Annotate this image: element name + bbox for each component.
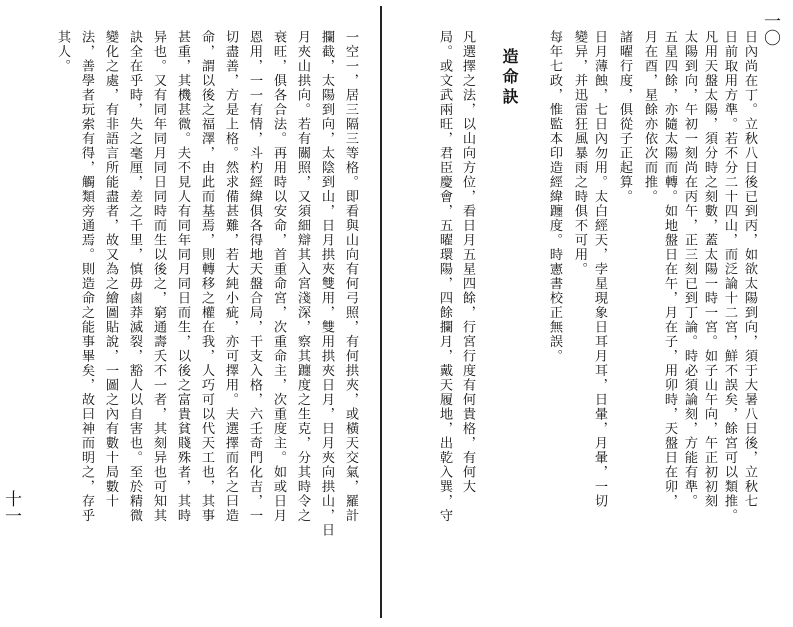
text-column: 凡選擇之法，以山向方位，看日月五星四餘，行宮行度有何貴格，有何大: [460, 30, 475, 494]
text-column: 衰旺，俱各合法。再用時以安命，首重命宮，次重命主，次重度主。如或日月: [271, 30, 286, 523]
text-column: 變异，并迅雷狂風暴雨之時俱不可用。: [572, 30, 587, 277]
right-page: [395, 0, 793, 627]
text-column: 每年七政，惟監本印造經緯躔度。時憲書校正無誤。: [547, 30, 562, 364]
text-column: 甚重，其機甚微。夫不見人有同年同月同日而生，以後之富貴貧賤殊者，其時: [175, 30, 190, 523]
page-number: 十一: [1, 490, 21, 524]
text-column: 命，謂以後之福澤，由此而基焉，則轉移之權在我，人巧可以代天工也，其事: [199, 30, 214, 523]
text-column: 訣全在乎時，失之毫厘，差之千里，慎毋鹵莽滅裂，豁人以自害也。至於精微: [127, 30, 142, 523]
text-column: 攔截，太陽到向，太陰到山，日月拱夾雙用，雙用拱夾日月，日月夾向拱山，日: [319, 30, 334, 538]
text-column: 五星四餘，亦隨太陽而轉。如地盤日在午，月在子，用卯時，天盤日在卯，: [662, 30, 677, 509]
section-heading: 造命訣: [500, 48, 519, 108]
text-column: 月夾山拱向。若有關照，又須細辯其入宮淺深，察其躔度之生克，分其時令之: [295, 30, 310, 523]
text-column: 日月薄蝕，七日內勿用。太白經天，孛星現象日耳月耳，日暈，月暈，一切: [592, 30, 607, 509]
text-column: 局。或文武兩旺，君臣慶會，五曜環陽，四餘攔月，戴天履地，出乾入巽，守: [437, 30, 452, 523]
text-column: 太陽到向，午初一刻尚在丙午，正三刻已到丁論。時必須論刻，方能有準。: [682, 30, 697, 509]
text-column: 异也。又有同年同月同日同時而生以後之，窮通壽夭不一者，其刻异也可知其: [151, 30, 166, 523]
text-column: 日內尚在丁。立秋八日後已到丙，如欲太陽到向，須于大暑八日後，立秋七: [742, 30, 757, 509]
text-column: 一空一，居三隔三等格。即看與山向有何弓照，有何拱夾，或橫天交氣，羅計: [343, 30, 358, 523]
text-column: 諸曜行度，俱從子正起算。: [617, 30, 632, 204]
text-column: 切盡善，方是上格。然求備甚難，若大純小疵，亦可擇用。夫選擇而名之曰造: [223, 30, 238, 523]
text-column: 月在酉，星餘亦依次而推。: [642, 30, 657, 204]
text-column: 恩用，一一有情，斗杓經緯俱各得地天盤合局，干支入格，六壬奇門化吉，一: [247, 30, 262, 523]
text-column: 其人。: [55, 30, 70, 74]
text-column: 法，善學者玩索有得，觸類旁通焉。則造命之能事畢矣，故曰神而明之，存乎: [79, 30, 94, 523]
text-column: 日前取用方準。若不分二十四山，而泛論十二宮，鮮不誤矣，餘宮可以類推。: [722, 30, 737, 523]
text-columns: [407, 30, 759, 600]
page-number: 一〇: [760, 12, 780, 46]
text-column: 變化之處，有非語言所能盡者，故又為之繪圖貼說，一圖之內有數十局數十: [103, 30, 118, 509]
text-column: 凡用天盤太陽，須分時之刻數，蓋太陽一時一宮。如子山午向，午正初初刻: [702, 30, 717, 509]
text-columns: [28, 30, 360, 600]
left-page: [0, 0, 385, 627]
